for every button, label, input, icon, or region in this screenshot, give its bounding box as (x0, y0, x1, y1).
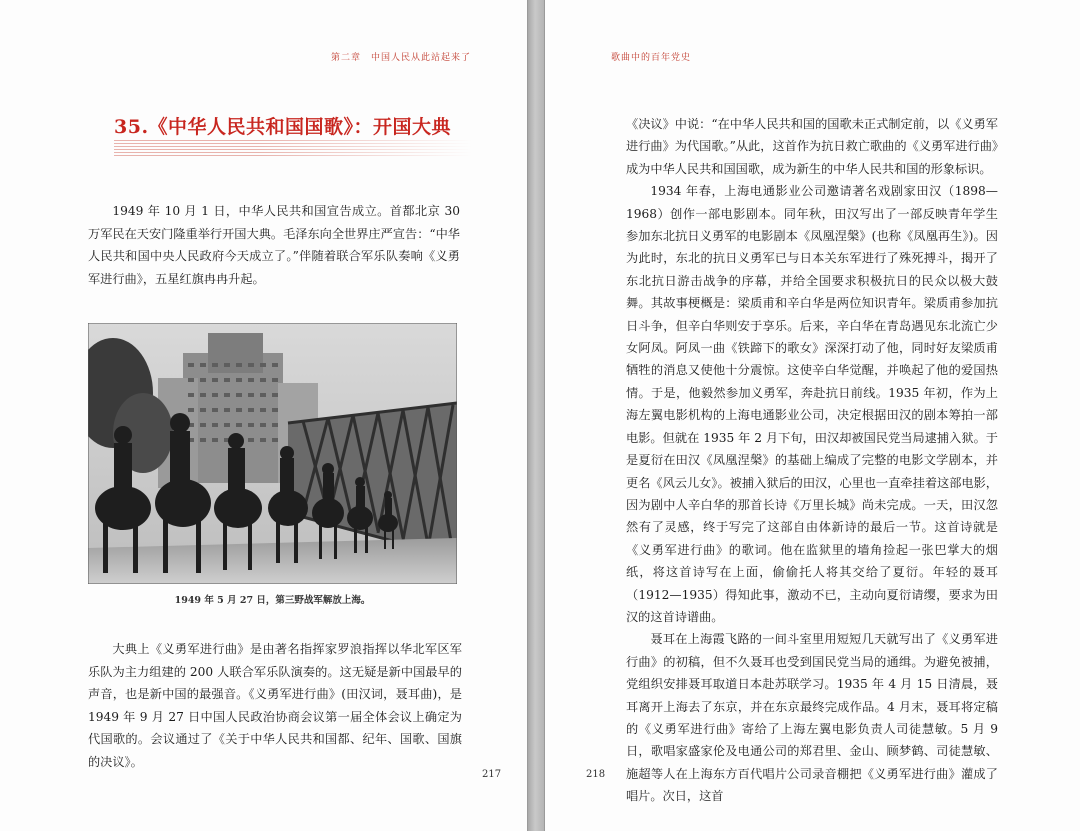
title-decorative-rule (114, 140, 472, 156)
body-paragraph: 1934 年春，上海电通影业公司邀请著名戏剧家田汉（1898—1968）创作一部电影剧本。同年秋，田汉写出了一部反映青年学生参加东北抗日义勇军的电影剧本《凤凰涅槃》(也称《凤凰再生》)。因为此时，东北的抗日义勇军已与日本关东军进行了殊死搏斗，揭开了东北抗日游击战争的序幕，并给全国要求积极抗日的民众以极大鼓舞。其故事梗概是：梁质甫和辛白华是两位知识青年。梁质甫参加抗日斗争，但辛白华则安于享乐。后来，辛白华在青岛遇见东北流亡少女阿凤。阿凤一曲《铁蹄下的歌女》深深打动了他，同时好友梁质甫牺牲的消息又使他十分震惊。这使辛白华觉醒，并唤起了他的爱国热情。于是，他毅然参加义勇军，奔赴抗日前线。1935 年初，作为上海左翼电影机构的上海电通影业公司，决定根据田汉的剧本筹拍一部电影。但就在 1935 年 2 月下旬，田汉却被国民党当局逮捕入狱。于是夏衍在田汉《凤凰涅槃》的基础上编成了完整的电影文学剧本，并更名《风云儿女》。被捕入狱后的田汉，心里也一直牵挂着这部电影，因为剧中人辛白华的那首长诗《万里长城》尚未完成。一天，田汉忽然有了灵感，终于写完了这部自由体新诗的最后一节。这首诗就是《义勇军进行曲》的歌词。他在监狱里的墙角捡起一张巴掌大的烟纸，将这首诗写在上面，偷偷托人将其交给了夏衍。年轻的聂耳（1912—1935）得知此事，激动不已，主动向夏衍请缨，要求为田汉的这首诗谱曲。 (626, 184, 998, 624)
body-paragraph: 《决议》中说：“在中华人民共和国的国歌未正式制定前，以《义勇军进行曲》为代国歌。”从此，这首作为抗日救亡歌曲的《义勇军进行曲》成为中华人民共和国国歌，成为新生的中华人民共和国的形象标识。 (626, 117, 998, 176)
book-gutter (528, 0, 544, 831)
left-paragraph-2-block (88, 638, 462, 773)
photo-caption: 1949 年 5 月 27 日，第三野战军解放上海。 (174, 595, 371, 606)
page-number: 217 (482, 769, 502, 780)
historical-photo (88, 323, 457, 584)
page-number: 218 (586, 769, 606, 780)
running-head: 第二章 中国人民从此站起来了 (330, 53, 471, 63)
chapter-title: 35.《中华人民共和国国歌》：开国大典 (114, 116, 452, 138)
left-page (0, 0, 528, 831)
body-paragraph: 聂耳在上海霞飞路的一间斗室里用短短几天就写出了《义勇军进行曲》的初稿，但不久聂耳也受到国民党当局的通缉。为避免被捕，党组织安排聂耳取道日本赴苏联学习。1935 年 4 月 15 日清晨，聂耳离开上海去了东京，并在东京最终完成作品。4 月末，聂耳将定稿的《义勇军进行曲》寄给了上海左翼电影负责人司徒慧敏。5 月 9 日，歌唱家盛家伦及电通公司的郑君里、金山、顾梦鹤、司徒慧敏、施超等人在上海东方百代唱片公司录音棚把《义勇军进行曲》灌成了唱片。次日，这首 (626, 632, 998, 804)
running-head: 歌曲中的百年党史 (611, 53, 692, 63)
right-body-text-block (626, 113, 998, 808)
photo-soldiers-on-horseback-image (88, 323, 457, 584)
left-paragraph-1-block (88, 200, 460, 290)
body-paragraph: 大典上《义勇军进行曲》是由著名指挥家罗浪指挥以华北军区军乐队为主力组建的 200 人联合军乐队演奏的。这无疑是新中国最早的声音，也是新中国的最强音。《义勇军进行曲》(田汉词，聂耳曲)，是 1949 年 9 月 27 日中国人民政治协商会议第一届全体会议上确定为代国歌的。会议通过了《关于中华人民共和国都、纪年、国歌、国旗的决议》。 (88, 642, 462, 769)
body-paragraph: 1949 年 10 月 1 日，中华人民共和国宣告成立。首都北京 30 万军民在天安门隆重举行开国大典。毛泽东向全世界庄严宣告：“中华人民共和国中央人民政府今天成立了。”伴随着联合军乐队奏响《义勇军进行曲》，五星红旗冉冉升起。 (88, 204, 460, 286)
